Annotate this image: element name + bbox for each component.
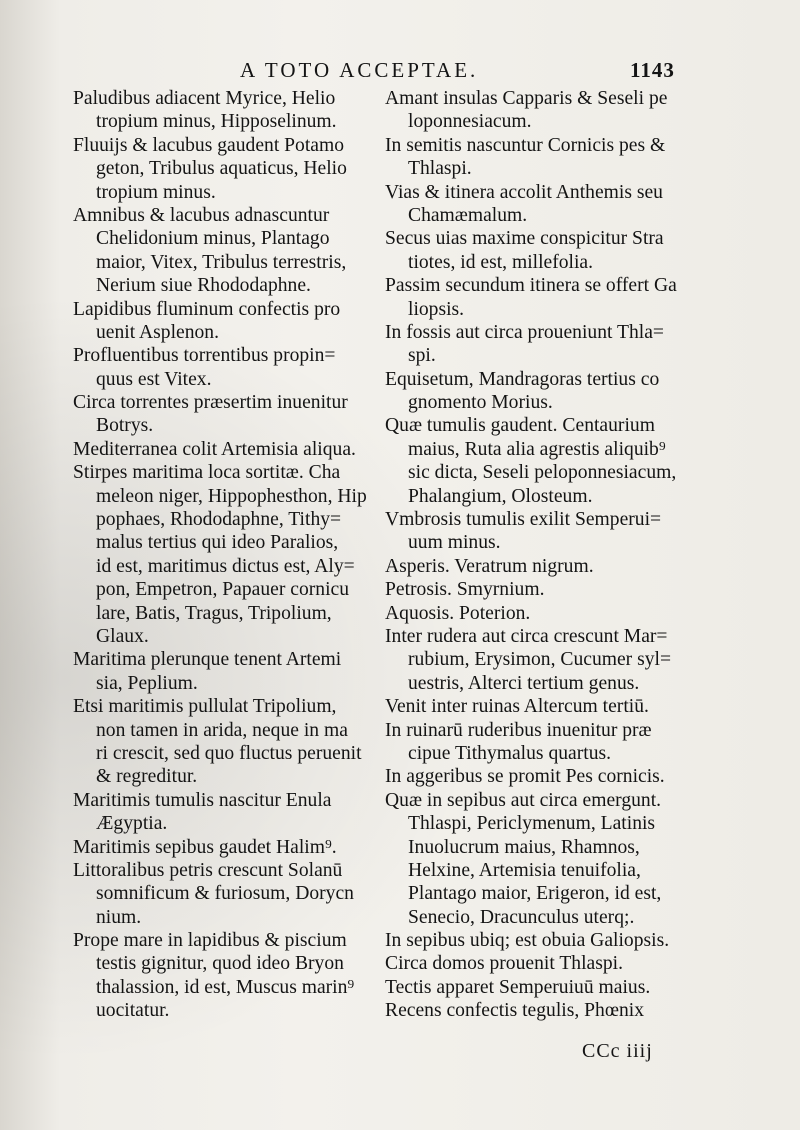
- text-line: geton, Tribulus aquaticus, Helio: [96, 158, 347, 180]
- text-line: Circa torrentes præsertim inuenitur: [73, 392, 348, 414]
- page-number: 1143: [630, 58, 675, 82]
- text-line: Profluentibus torrentibus propin=: [73, 345, 336, 367]
- text-line: Amant insulas Capparis & Seseli pe: [385, 88, 668, 109]
- text-line: loponnesiacum.: [408, 111, 532, 133]
- text-line: Thlaspi.: [408, 158, 472, 180]
- text-line: Thlaspi, Periclymenum, Latinis: [408, 813, 656, 835]
- text-line: meleon niger, Hippophesthon, Hip: [96, 485, 367, 507]
- text-line: Vmbrosis tumulis exilit Semperui=: [385, 509, 662, 531]
- text-line: Quæ in sepibus aut circa emergunt.: [385, 789, 662, 811]
- text-line: Tectis apparet Semperuiuū maius.: [385, 976, 651, 998]
- text-line: Amnibus & lacubus adnascuntur: [73, 204, 330, 226]
- text-line: Ægyptia.: [96, 813, 168, 835]
- text-line: rubium, Erysimon, Cucumer syl=: [408, 649, 672, 671]
- text-line: & regreditur.: [96, 766, 198, 788]
- text-line: Quæ tumulis gaudent. Centaurium: [385, 415, 655, 437]
- text-line: Secus uias maxime conspicitur Stra: [385, 228, 664, 250]
- text-line: Fluuijs & lacubus gaudent Potamo: [73, 134, 345, 156]
- running-head: A TOTO ACCEPTAE.: [240, 58, 479, 82]
- text-line: Helxine, Artemisia tenuifolia,: [408, 859, 641, 881]
- text-line: In fossis aut circa proueniunt Thla=: [385, 321, 664, 343]
- text-line: Senecio, Dracunculus uterq;.: [408, 906, 635, 928]
- text-line: thalassion, id est, Muscus marin⁹: [96, 976, 355, 998]
- text-line: Phalangium, Olosteum.: [408, 485, 593, 507]
- text-line: Chelidonium minus, Plantago: [96, 228, 330, 250]
- text-line: Botrys.: [96, 415, 154, 437]
- text-line: Plantago maior, Erigeron, id est,: [408, 883, 662, 905]
- text-line: Vias & itinera accolit Anthemis seu: [385, 181, 663, 203]
- text-line: Maritima plerunque tenent Artemi: [73, 649, 342, 671]
- left-column: [73, 87, 383, 1023]
- text-line: tropium minus, Hipposelinum.: [96, 111, 337, 133]
- text-line: Maritimis tumulis nascitur Enula: [73, 789, 332, 811]
- text-line: Inuolucrum maius, Rhamnos,: [408, 836, 640, 858]
- text-line: uocitatur.: [96, 1000, 170, 1022]
- text-line: uum minus.: [408, 532, 501, 554]
- text-line: pon, Empetron, Papauer cornicu: [96, 579, 350, 601]
- text-line: Prope mare in lapidibus & piscium: [73, 930, 347, 952]
- text-line: Littoralibus petris crescunt Solanū: [73, 859, 343, 881]
- text-line: Chamæmalum.: [408, 204, 528, 226]
- text-line: tiotes, id est, millefolia.: [408, 251, 594, 273]
- text-line: testis gignitur, quod ideo Bryon: [96, 953, 344, 975]
- text-line: Lapidibus fluminum confectis pro: [73, 298, 341, 320]
- text-line: Recens confectis tegulis, Phœnix: [385, 1000, 645, 1022]
- text-line: Circa domos prouenit Thlaspi.: [385, 953, 623, 975]
- text-line: quus est Vitex.: [96, 368, 212, 390]
- text-line: non tamen in arida, neque in ma: [96, 719, 348, 741]
- text-line: Inter rudera aut circa crescunt Mar=: [385, 625, 668, 647]
- text-line: tropium minus.: [96, 181, 216, 203]
- text-line: Glaux.: [96, 625, 149, 647]
- text-line: In aggeribus se promit Pes cornicis.: [385, 766, 665, 788]
- text-line: pophaes, Rhododaphne, Tithy=: [96, 509, 342, 531]
- text-line: Passim secundum itinera se offert Ga: [385, 275, 677, 297]
- text-line: Paludibus adiacent Myrice, Helio: [73, 88, 336, 109]
- text-line: Aquosis. Poterion.: [385, 602, 531, 624]
- text-line: Mediterranea colit Artemisia aliqua.: [73, 438, 356, 460]
- text-line: malus tertius qui ideo Paralios,: [96, 532, 339, 554]
- text-line: uestris, Alterci tertium genus.: [408, 672, 640, 694]
- text-line: liopsis.: [408, 298, 465, 320]
- text-line: Stirpes maritima loca sortitæ. Cha: [73, 462, 341, 484]
- text-line: maius, Ruta alia agrestis aliquib⁹: [408, 438, 666, 460]
- text-line: cipue Tithymalus quartus.: [408, 742, 612, 764]
- page-header: [0, 58, 800, 88]
- text-line: In ruinarū ruderibus inuenitur præ: [385, 719, 652, 741]
- text-line: id est, maritimus dictus est, Aly=: [96, 555, 355, 577]
- text-line: lare, Batis, Tragus, Tripolium,: [96, 602, 332, 624]
- text-line: sia, Peplium.: [96, 672, 198, 694]
- text-line: sic dicta, Seseli peloponnesiacum,: [408, 462, 677, 484]
- text-line: Equisetum, Mandragoras tertius co: [385, 368, 660, 390]
- text-line: Asperis. Veratrum nigrum.: [385, 555, 594, 577]
- text-line: In semitis nascuntur Cornicis pes &: [385, 134, 666, 156]
- right-column: [385, 87, 705, 1023]
- text-line: spi.: [408, 345, 436, 367]
- text-line: Maritimis sepibus gaudet Halim⁹.: [73, 836, 337, 858]
- text-line: ri crescit, sed quo fluctus peruenit: [96, 742, 362, 764]
- text-line: gnomento Morius.: [408, 392, 553, 414]
- text-line: Etsi maritimis pullulat Tripolium,: [73, 696, 337, 718]
- text-line: uenit Asplenon.: [96, 321, 219, 343]
- text-line: Venit inter ruinas Altercum tertiū.: [385, 696, 649, 718]
- text-line: Petrosis. Smyrnium.: [385, 579, 545, 601]
- signature-mark: CCc iiij: [582, 1040, 653, 1062]
- text-line: nium.: [96, 906, 142, 928]
- text-line: In sepibus ubiq; est obuia Galiopsis.: [385, 930, 670, 952]
- text-line: somnificum & furiosum, Dorycn: [96, 883, 354, 905]
- text-line: Nerium siue Rhododaphne.: [96, 275, 311, 297]
- text-line: maior, Vitex, Tribulus terrestris,: [96, 251, 347, 273]
